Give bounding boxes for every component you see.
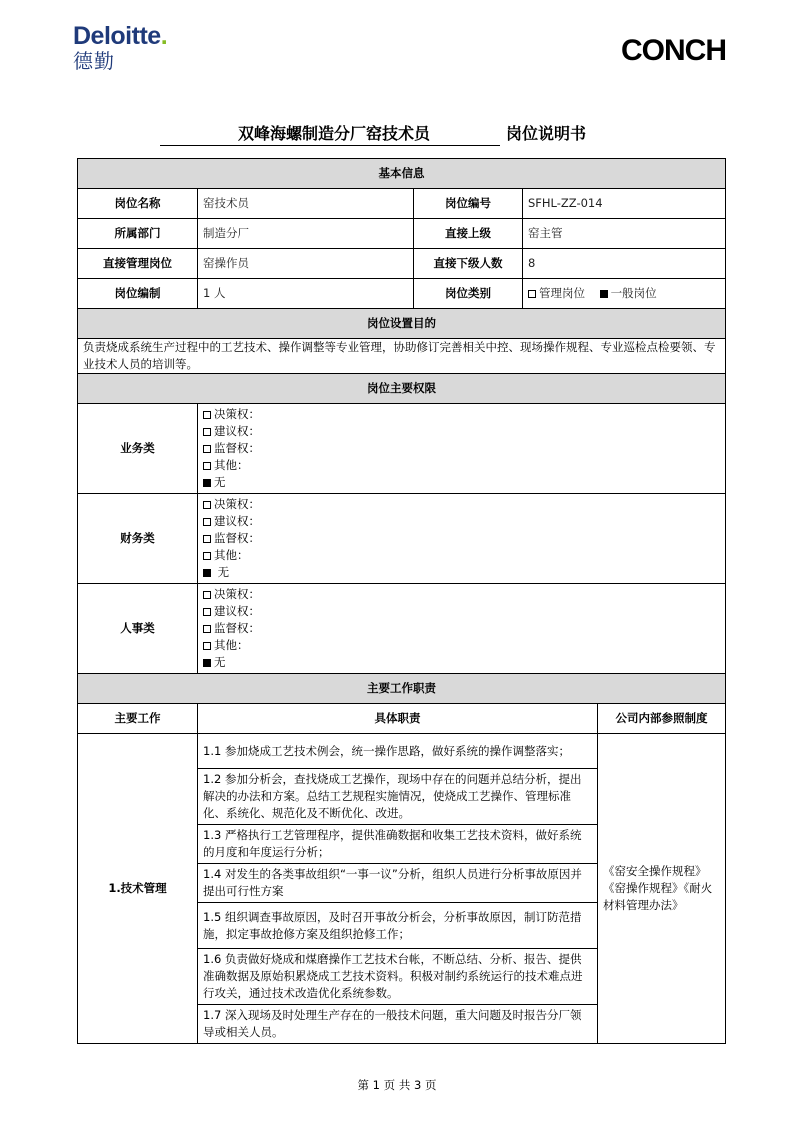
authority-finance-list <box>198 494 726 584</box>
checkbox <box>203 445 211 453</box>
checkbox-management <box>528 290 536 298</box>
position-code-value: SFHL-ZZ-014 <box>523 189 726 219</box>
option-management-label: 管理岗位 <box>539 286 585 300</box>
duty-item: 1.6 负责做好烧成和煤磨操作工艺技术台帐，不断总结、分析、报告、提供准确数据及原始积累烧成工艺技术资料。积极对制约系统运行的技术难点进行攻关，通过技术改造优化系统参数。 <box>198 949 598 1005</box>
section-duties: 主要工作职责 <box>78 674 726 704</box>
perm-item: 监督权： <box>214 621 260 635</box>
section-purpose: 岗位设置目的 <box>78 309 726 339</box>
checkbox-general <box>600 290 608 298</box>
checkbox <box>203 608 211 616</box>
checkbox <box>203 552 211 560</box>
checkbox-checked <box>203 479 211 487</box>
conch-logo: CONCH <box>621 34 726 67</box>
position-code-label: 岗位编号 <box>414 189 523 219</box>
perm-item: 监督权： <box>214 531 260 545</box>
perm-item: 其他： <box>214 638 249 652</box>
duty-item: 1.4 对发生的各类事故组织“一事一议”分析，组织人员进行分析事故原因并提出可行性方案 <box>198 864 598 903</box>
authority-business-list <box>198 404 726 494</box>
checkbox-checked <box>203 569 211 577</box>
job-description-table <box>77 158 726 1044</box>
perm-item: 其他： <box>214 458 249 472</box>
option-general-label: 一般岗位 <box>610 286 657 300</box>
checkbox <box>203 428 211 436</box>
perm-checked-item: 无 <box>214 565 230 579</box>
perm-item: 决策权： <box>214 587 260 601</box>
logo-en-text: Deloitte <box>73 22 161 50</box>
deloitte-logo <box>73 23 167 73</box>
superior-value: 窑主管 <box>523 219 726 249</box>
logo-dot: . <box>160 22 168 50</box>
checkbox-checked <box>203 659 211 667</box>
category-label: 岗位类别 <box>414 279 523 309</box>
perm-item: 建议权： <box>214 604 260 618</box>
title-suffix: 岗位说明书 <box>506 124 587 143</box>
duty-item: 1.7 深入现场及时处理生产存在的一般技术问题，重大问题及时报告分厂领导或相关人员。 <box>198 1005 598 1044</box>
checkbox <box>203 411 211 419</box>
subordinates-value: 8 <box>523 249 726 279</box>
duties-col-detail: 具体职责 <box>198 704 598 734</box>
checkbox <box>203 591 211 599</box>
checkbox <box>203 518 211 526</box>
section-authority: 岗位主要权限 <box>78 374 726 404</box>
perm-checked-item: 无 <box>214 655 226 669</box>
logo-cn-text: 德勤 <box>73 49 115 73</box>
authority-personnel-label: 人事类 <box>78 584 198 674</box>
subordinates-label: 直接下级人数 <box>414 249 523 279</box>
duty-item: 1.1 参加烧成工艺技术例会，统一操作思路，做好系统的操作调整落实； <box>198 734 598 769</box>
perm-item: 建议权： <box>214 424 260 438</box>
checkbox <box>203 501 211 509</box>
dept-value: 制造分厂 <box>198 219 414 249</box>
perm-checked-item: 无 <box>214 475 226 489</box>
duty-reference: 《窑安全操作规程》《窑操作规程》《耐火材料管理办法》 <box>598 734 726 1044</box>
perm-item: 决策权： <box>214 407 260 421</box>
checkbox <box>203 462 211 470</box>
category-options <box>523 279 726 309</box>
section-basic-info: 基本信息 <box>78 159 726 189</box>
managed-label: 直接管理岗位 <box>78 249 198 279</box>
duties-col-main: 主要工作 <box>78 704 198 734</box>
purpose-text: 负责烧成系统生产过程中的工艺技术、操作调整等专业管理，协助修订完善相关中控、现场操作规程、专业巡检点检要领、专业技术人员的培训等。 <box>78 339 726 374</box>
duty-item: 1.3 严格执行工艺管理程序，提供准确数据和收集工艺技术资料，做好系统的月度和年度运行分析； <box>198 825 598 864</box>
perm-item: 决策权： <box>214 497 260 511</box>
page-number: 第 1 页 共 3 页 <box>357 1078 437 1092</box>
perm-item: 其他： <box>214 548 249 562</box>
perm-item: 建议权： <box>214 514 260 528</box>
authority-personnel-list <box>198 584 726 674</box>
checkbox <box>203 535 211 543</box>
authority-business-label: 业务类 <box>78 404 198 494</box>
authority-finance-label: 财务类 <box>78 494 198 584</box>
managed-value: 窑操作员 <box>198 249 414 279</box>
perm-item: 监督权： <box>214 441 260 455</box>
position-name-value: 窑技术员 <box>198 189 414 219</box>
dept-label: 所属部门 <box>78 219 198 249</box>
headcount-value: 1 人 <box>198 279 414 309</box>
superior-label: 直接上级 <box>414 219 523 249</box>
position-name-label: 岗位名称 <box>78 189 198 219</box>
duty-group-label: 1.技术管理 <box>78 734 198 1044</box>
title-underlined: 双峰海螺制造分厂窑技术员 <box>160 121 500 146</box>
checkbox <box>203 625 211 633</box>
headcount-label: 岗位编制 <box>78 279 198 309</box>
checkbox <box>203 642 211 650</box>
duties-col-reference: 公司内部参照制度 <box>598 704 726 734</box>
duty-item: 1.5 组织调查事故原因，及时召开事故分析会，分析事故原因，制订防范措施，拟定事故抢修方案及组织抢修工作； <box>198 903 598 949</box>
document-title <box>160 121 586 146</box>
duty-item: 1.2 参加分析会，查找烧成工艺操作，现场中存在的问题并总结分析，提出解决的办法和方案。总结工艺规程实施情况，使烧成工艺操作、管理标准化、系统化、规范化及不断优化、改进。 <box>198 769 598 825</box>
